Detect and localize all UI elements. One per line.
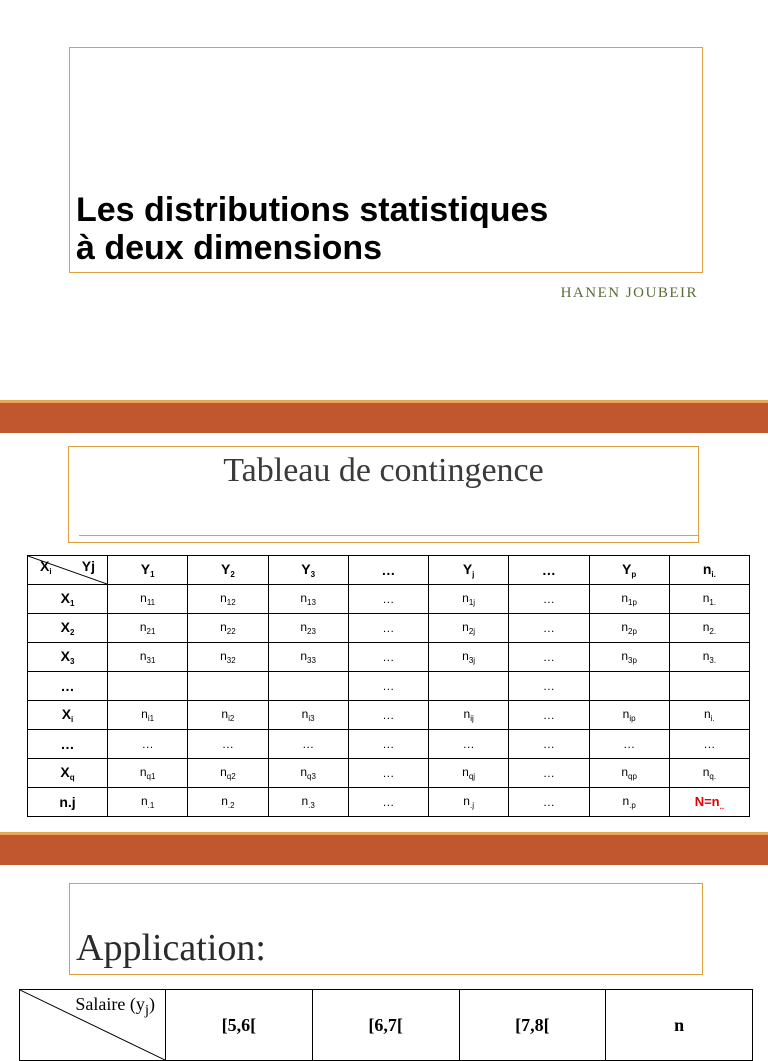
cell-text: N=n xyxy=(694,793,720,809)
table-cell xyxy=(268,730,348,759)
table-cell xyxy=(268,788,348,817)
cell-text: … xyxy=(542,650,555,664)
cell-text: … xyxy=(221,737,234,751)
table-row xyxy=(28,788,750,817)
cell-text: n xyxy=(300,620,308,634)
cell-text: n xyxy=(220,765,227,779)
cell-text: Y xyxy=(462,561,473,577)
cell-text: n xyxy=(463,707,471,721)
cell-subscript: 21 xyxy=(146,627,156,636)
cell-text: Y xyxy=(622,561,632,577)
cell-subscript: 3. xyxy=(709,656,717,665)
cell-subscript: 2p xyxy=(628,627,637,636)
table-cell xyxy=(589,701,669,730)
cell-subscript: 1. xyxy=(709,598,717,607)
table-cell xyxy=(589,672,669,701)
cell-subscript: q2 xyxy=(226,772,236,781)
cell-subscript: 3 xyxy=(310,570,316,579)
column-header xyxy=(348,556,428,585)
slide-divider-band xyxy=(0,832,768,865)
cell-subscript: ip xyxy=(629,714,636,723)
table-row xyxy=(28,759,750,788)
table-row xyxy=(28,585,750,614)
slide-2-title: Tableau de contingence xyxy=(223,452,544,489)
table-cell xyxy=(589,614,669,643)
cell-subscript: .p xyxy=(629,801,636,810)
cell-text: n xyxy=(621,591,629,605)
cell-text: … xyxy=(382,766,395,780)
cell-text: n xyxy=(462,591,469,605)
table-cell xyxy=(589,585,669,614)
cell-subscript: j xyxy=(472,570,475,579)
cell-subscript: i xyxy=(71,715,74,724)
cell-text: X xyxy=(60,648,70,664)
table-cell xyxy=(669,701,749,730)
table-cell xyxy=(509,614,589,643)
table-cell xyxy=(188,672,268,701)
column-header xyxy=(268,556,348,585)
cell-text: n xyxy=(462,765,469,779)
cell-text: … xyxy=(382,708,395,722)
cell-text: … xyxy=(141,737,154,751)
cell-text: … xyxy=(60,678,75,694)
cell-text: … xyxy=(382,650,395,664)
cell-subscript: 11 xyxy=(146,598,156,607)
cell-text: X xyxy=(60,764,70,780)
column-header xyxy=(669,556,749,585)
cell-text: … xyxy=(542,621,555,635)
row-header xyxy=(28,788,108,817)
table-cell xyxy=(669,614,749,643)
cell-text: X xyxy=(61,706,72,722)
table-cell xyxy=(509,788,589,817)
table-cell xyxy=(429,672,509,701)
table-cell xyxy=(509,672,589,701)
table-cell xyxy=(108,701,188,730)
table-cell xyxy=(669,672,749,701)
row-header xyxy=(28,730,108,759)
cell-text: n xyxy=(702,649,710,663)
table-row xyxy=(28,701,750,730)
table-cell xyxy=(348,643,428,672)
cell-subscript: q3 xyxy=(307,772,316,781)
cell-text: X xyxy=(60,619,70,635)
cell-subscript: 3p xyxy=(628,656,637,665)
cell-text: … xyxy=(542,592,555,606)
table-cell xyxy=(348,614,428,643)
cell-text: … xyxy=(542,766,555,780)
table-cell xyxy=(589,788,669,817)
cell-text: … xyxy=(381,562,396,578)
cell-text: … xyxy=(541,562,556,578)
cell-text: n xyxy=(139,649,147,663)
cell-text: … xyxy=(542,708,555,722)
table-cell xyxy=(589,759,669,788)
table-cell xyxy=(509,701,589,730)
cell-subscript: q. xyxy=(709,772,717,781)
cell-subscript: i. xyxy=(710,714,715,723)
table-header-row xyxy=(20,990,753,1061)
salary-label: Salaire $(y_j)$ xyxy=(75,994,155,1019)
cell-text: … xyxy=(382,737,395,751)
corner-y-label: Yj xyxy=(81,558,95,574)
table-cell xyxy=(188,701,268,730)
slide-3-title: Application: xyxy=(76,927,266,969)
cell-subscript: 1j xyxy=(468,598,476,607)
table-row xyxy=(28,643,750,672)
cell-text: n xyxy=(702,561,712,577)
table-cell xyxy=(188,759,268,788)
table-cell xyxy=(188,643,268,672)
cell-text: … xyxy=(542,737,555,751)
table-cell xyxy=(268,672,348,701)
cell-text: n xyxy=(463,794,470,808)
cell-text: … xyxy=(382,592,395,606)
table-cell xyxy=(108,672,188,701)
table-cell xyxy=(108,788,188,817)
column-header xyxy=(589,556,669,585)
cell-text: … xyxy=(623,737,636,751)
contingency-table xyxy=(27,555,750,817)
cell-subscript: i2 xyxy=(228,714,235,723)
table-cell xyxy=(669,730,749,759)
column-header: [5,6[ xyxy=(166,990,313,1061)
cell-subscript: 3 xyxy=(69,657,75,666)
table-cell xyxy=(429,614,509,643)
cell-text: Y xyxy=(140,561,151,577)
cell-text: n xyxy=(221,794,228,808)
cell-text: n xyxy=(462,620,469,634)
cell-subscript: .2 xyxy=(227,801,235,810)
cell-text: … xyxy=(382,621,395,635)
row-header xyxy=(28,614,108,643)
table-cell xyxy=(509,643,589,672)
cell-text: n xyxy=(139,765,147,779)
cell-subscript: qj xyxy=(468,772,476,781)
cell-subscript: 2 xyxy=(69,628,75,637)
table-cell xyxy=(669,788,749,817)
row-header xyxy=(28,701,108,730)
cell-subscript: 13 xyxy=(307,598,316,607)
corner-cell xyxy=(20,990,166,1061)
cell-subscript: 32 xyxy=(226,656,236,665)
table-row xyxy=(28,614,750,643)
cell-text: n xyxy=(621,649,629,663)
cell-text: n xyxy=(220,620,227,634)
cell-text: … xyxy=(382,679,395,693)
table-cell xyxy=(108,614,188,643)
cell-text: Y xyxy=(301,561,311,577)
cell-subscript: 1p xyxy=(628,598,637,607)
table-cell xyxy=(268,643,348,672)
cell-text: … xyxy=(60,736,75,752)
corner-cell xyxy=(28,556,108,585)
page-title xyxy=(76,191,548,267)
table-cell xyxy=(108,730,188,759)
cell-text: n xyxy=(140,794,148,808)
table-cell xyxy=(429,730,509,759)
cell-text: … xyxy=(382,795,395,809)
cell-text: n xyxy=(221,707,229,721)
table-cell xyxy=(429,585,509,614)
column-header: [6,7[ xyxy=(312,990,459,1061)
cell-text: n xyxy=(621,765,629,779)
row-header xyxy=(28,643,108,672)
cell-text: n xyxy=(301,794,309,808)
column-header xyxy=(108,556,188,585)
cell-subscript: 23 xyxy=(307,627,316,636)
table-cell xyxy=(509,585,589,614)
cell-subscript: 2j xyxy=(468,627,476,636)
table-cell xyxy=(108,585,188,614)
table-cell xyxy=(348,672,428,701)
cell-text: n xyxy=(702,620,710,634)
cell-text: n xyxy=(300,765,308,779)
cell-subscript: qp xyxy=(628,772,637,781)
cell-text: … xyxy=(703,737,716,751)
table-row xyxy=(28,730,750,759)
cell-text: X xyxy=(60,590,70,606)
table-cell xyxy=(509,759,589,788)
table-header-row xyxy=(28,556,750,585)
cell-text: n.j xyxy=(59,794,76,810)
cell-subscript: 33 xyxy=(307,656,316,665)
corner-x-label: $X_i$ xyxy=(40,558,52,576)
table-cell xyxy=(429,759,509,788)
cell-subscript: .. xyxy=(719,801,725,811)
table-cell xyxy=(108,643,188,672)
table-cell xyxy=(348,759,428,788)
cell-text: n xyxy=(300,649,308,663)
row-header xyxy=(28,672,108,701)
table-cell xyxy=(669,585,749,614)
cell-subscript: .1 xyxy=(147,801,155,810)
cell-text: Y xyxy=(220,561,231,577)
cell-text: n xyxy=(139,620,147,634)
cell-text: n xyxy=(622,707,630,721)
cell-text: n xyxy=(141,707,148,721)
column-header xyxy=(188,556,268,585)
cell-subscript: 3j xyxy=(468,656,476,665)
table-cell xyxy=(268,585,348,614)
table-cell xyxy=(509,730,589,759)
table-cell xyxy=(429,643,509,672)
table-cell xyxy=(108,759,188,788)
cell-subscript: .3 xyxy=(308,801,315,810)
table-row xyxy=(28,672,750,701)
column-header xyxy=(429,556,509,585)
table-cell xyxy=(188,585,268,614)
table-cell xyxy=(188,730,268,759)
row-header xyxy=(28,585,108,614)
row-header xyxy=(28,759,108,788)
cell-text: n xyxy=(704,707,711,721)
cell-subscript: ij xyxy=(470,714,474,723)
cell-subscript: 1 xyxy=(150,570,155,579)
table-cell xyxy=(348,701,428,730)
cell-subscript: 1 xyxy=(69,599,75,608)
cell-text: … xyxy=(302,737,315,751)
cell-text: n xyxy=(621,620,629,634)
cell-subscript: 2. xyxy=(709,627,717,636)
cell-text: n xyxy=(702,765,710,779)
cell-subscript: 12 xyxy=(226,598,236,607)
column-header: n xyxy=(606,990,753,1061)
cell-text: … xyxy=(542,795,555,809)
table-cell xyxy=(589,730,669,759)
cell-subscript: i3 xyxy=(308,714,315,723)
table-cell xyxy=(669,643,749,672)
slide-divider-band xyxy=(0,400,768,433)
author-name: HANEN JOUBEIR xyxy=(560,285,698,301)
cell-subscript: 31 xyxy=(146,656,156,665)
table-cell xyxy=(348,585,428,614)
table-cell xyxy=(268,614,348,643)
cell-text: n xyxy=(462,649,469,663)
title-line-2: à deux dimensions xyxy=(76,229,383,267)
cell-subscript: i. xyxy=(711,570,716,579)
cell-text: n xyxy=(301,707,309,721)
cell-subscript: i1 xyxy=(147,714,155,723)
table-cell xyxy=(188,788,268,817)
cell-text: n xyxy=(622,794,630,808)
cell-subscript: q xyxy=(69,773,75,782)
cell-subscript: 2 xyxy=(230,570,235,579)
cell-subscript: q1 xyxy=(146,772,156,781)
cell-text: n xyxy=(140,591,147,605)
cell-text: n xyxy=(300,591,308,605)
table-cell xyxy=(268,701,348,730)
table-cell xyxy=(188,614,268,643)
title-line-1: Les distributions statistiques xyxy=(76,191,549,229)
table-cell xyxy=(429,701,509,730)
cell-text: n xyxy=(702,591,710,605)
column-header xyxy=(509,556,589,585)
cell-text: … xyxy=(462,737,475,751)
table-cell xyxy=(348,730,428,759)
cell-subscript: p xyxy=(631,570,637,579)
cell-text: n xyxy=(220,649,227,663)
table-cell xyxy=(429,788,509,817)
cell-text: … xyxy=(542,679,555,693)
column-header: [7,8[ xyxy=(459,990,606,1061)
table-cell xyxy=(669,759,749,788)
cell-text: n xyxy=(220,591,227,605)
cell-subscript: .j xyxy=(469,801,474,810)
table-cell xyxy=(268,759,348,788)
table-cell xyxy=(589,643,669,672)
application-table xyxy=(19,989,753,1061)
cell-subscript: 22 xyxy=(226,627,236,636)
table-cell xyxy=(348,788,428,817)
